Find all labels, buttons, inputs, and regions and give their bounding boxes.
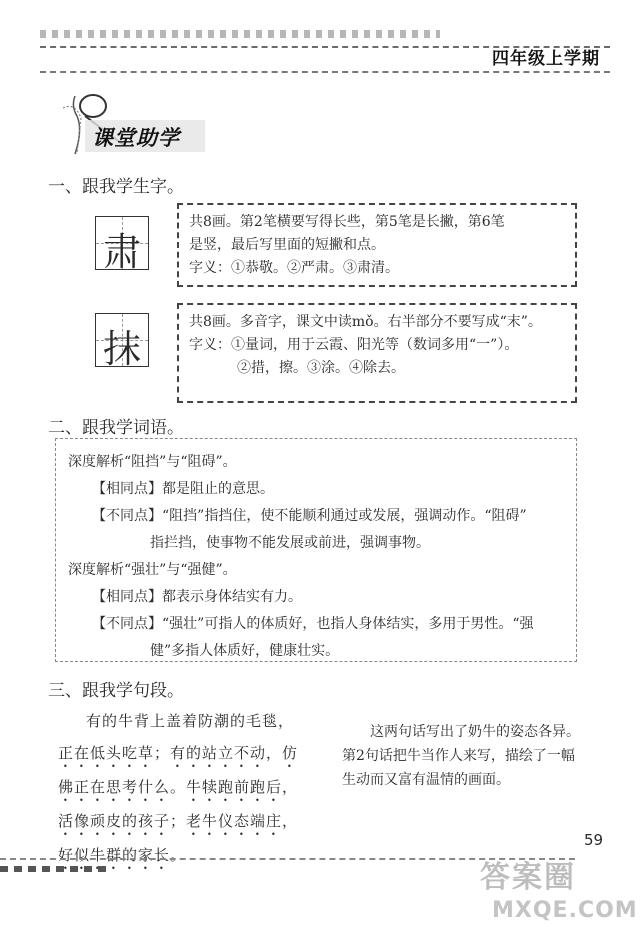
section1-heading: 一、跟我学生字。	[48, 177, 184, 197]
mo-line-3: ②措，擦。③涂。④除去。	[237, 360, 405, 376]
page-number: 59	[584, 831, 604, 849]
diff-point-2-cont: 健”多指人体质好，健康壮实。	[150, 643, 340, 659]
analysis-title-1: 深度解析“阻挡”与“阻碍”。	[68, 454, 237, 470]
section3-heading: 三、跟我学句段。	[48, 681, 184, 701]
passage-line-1: 有的牛背上盖着防潮的毛毯，	[86, 712, 295, 730]
diff-point-2: 【不同点】“强壮”可指人的体质好，也指人身体结实，多用于男性。“强	[92, 616, 534, 632]
su-line-2: 是竖，最后写里面的短撇和点。	[189, 237, 385, 253]
passage-line-2: 正在低头吃草；有的站立不动，仿	[58, 744, 299, 762]
passage-line-4: 活像顽皮的孩子；老牛仪态端庄，	[58, 812, 299, 830]
banner-title: 课堂助学	[92, 126, 180, 150]
footer-dots	[0, 866, 110, 872]
passage-line-3: 佛正在思考什么。牛犊跑前跑后，	[58, 778, 299, 796]
passage-line-5: 好似牛群的家长。	[58, 846, 187, 864]
char-info-su	[177, 203, 577, 287]
top-dots	[40, 30, 440, 38]
char-box-mo	[95, 313, 149, 371]
same-point-1: 【相同点】都是阻止的意思。	[92, 481, 274, 497]
char-box-su	[95, 216, 149, 274]
header-divider	[40, 71, 610, 73]
diff-point-1: 【不同点】“阻挡”指挡住，使不能顺利通过或发展，强调动作。“阻碍”	[92, 508, 527, 524]
same-point-2: 【相同点】都表示身体结实有力。	[92, 589, 302, 605]
watermark-url: MXQE.COM	[492, 898, 638, 923]
passage-note	[342, 720, 582, 792]
passage-text	[58, 705, 328, 873]
mo-line-1: 共8画。多音字，课文中读mǒ。右半部分不要写成“末”。	[189, 314, 542, 330]
char-mo: 抹	[102, 327, 141, 371]
diff-point-1-cont: 指拦挡，使事物不能发展或前进，强调事物。	[150, 535, 430, 551]
watermark-text: 答案圈	[480, 860, 576, 895]
char-su: 肃	[102, 230, 141, 274]
su-line-3: 字义：①恭敬。②严肃。③肃清。	[189, 260, 399, 276]
analysis-title-2: 深度解析“强壮”与“强健”。	[68, 562, 237, 578]
char-info-mo	[177, 303, 577, 403]
section2-heading: 二、跟我学词语。	[48, 418, 184, 438]
word-analysis-box	[55, 438, 577, 662]
note-text: 这两句话写出了奶牛的姿态各异。第2句话把牛当作人来写，描绘了一幅生动而又富有温情的画面。	[342, 724, 580, 788]
grade-label: 四年级上学期	[492, 49, 600, 69]
su-line-1: 共8画。第2笔横要写得长些，第5笔是长撇，第6笔	[189, 214, 505, 230]
mo-line-2: 字义：①量词，用于云霞、阳光等（数词多用“一”）。	[189, 337, 519, 353]
